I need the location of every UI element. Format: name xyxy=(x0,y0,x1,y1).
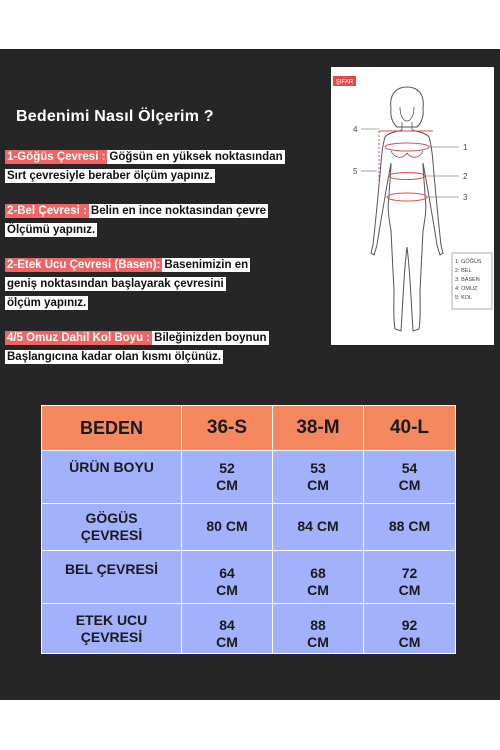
body-measurement-figure xyxy=(331,67,494,345)
row-label-hem: ETEK UCU ÇEVRESİ xyxy=(42,604,182,654)
table-header-row xyxy=(42,406,456,451)
instruction-chest xyxy=(5,148,285,186)
header-size: BEDEN xyxy=(42,406,182,451)
size-chart-table xyxy=(41,405,456,654)
instruction-heading: 2-Bel Çevresi : xyxy=(7,205,87,217)
row-label-product-length: ÜRÜN BOYU xyxy=(42,451,182,504)
instruction-sleeve xyxy=(5,329,269,367)
table-cell: 53 CM xyxy=(273,451,364,504)
table-row xyxy=(42,551,456,604)
legend-item: 3: BASEN xyxy=(455,277,480,283)
table-cell: 84 CM xyxy=(182,604,273,654)
table-cell: 52 CM xyxy=(182,451,273,504)
table-cell: 88 CM xyxy=(364,504,456,551)
instruction-text: Ölçümü yapınız. xyxy=(7,224,96,236)
table-cell: 64 CM xyxy=(182,551,273,604)
table-cell: 72 CM xyxy=(364,551,456,604)
table-cell: 88 CM xyxy=(273,604,364,654)
instruction-waist xyxy=(5,202,268,240)
legend-item: 2: BEL xyxy=(455,268,472,274)
table-cell: 84 CM xyxy=(273,504,364,551)
header-38-m: 38-M xyxy=(273,406,364,451)
instruction-heading: 4/5 Omuz Dahil Kol Boyu : xyxy=(7,332,151,344)
instruction-text: Belin en ince noktasından çevre xyxy=(90,205,267,217)
table-cell: 80 CM xyxy=(182,504,273,551)
table-cell: 68 CM xyxy=(273,551,364,604)
instruction-text: Bileğinizden boynun xyxy=(154,332,267,344)
table-cell: 54 CM xyxy=(364,451,456,504)
marker-4: 4 xyxy=(353,125,358,134)
body-outline-illustration xyxy=(331,67,494,345)
instruction-text: Göğsün en yüksek noktasından xyxy=(109,151,283,163)
row-label-chest: GÖGÜS ÇEVRESİ xyxy=(42,504,182,551)
instruction-hip xyxy=(5,256,250,313)
table-row xyxy=(42,451,456,504)
header-40-l: 40-L xyxy=(364,406,456,451)
instruction-heading: 1-Göğüs Çevresi : xyxy=(7,151,106,163)
hip-line xyxy=(387,193,427,201)
instruction-text: Sırt çevresiyle beraber ölçüm yapınız. xyxy=(7,170,213,182)
marker-2: 2 xyxy=(463,172,468,181)
chest-line xyxy=(385,143,429,151)
legend-item: 4: OMUZ xyxy=(455,286,478,292)
legend-item: 1: GÖĞÜS xyxy=(455,259,482,265)
table-row xyxy=(42,604,456,654)
header-36-s: 36-S xyxy=(182,406,273,451)
instruction-text: ölçüm yapınız. xyxy=(7,297,87,309)
table-row xyxy=(42,504,456,551)
instruction-text: geniş noktasından başlayarak çevresini xyxy=(7,278,224,290)
marker-3: 3 xyxy=(463,193,468,202)
page-title: Bedenimi Nasıl Ölçerim ? xyxy=(16,108,214,125)
instruction-heading: 2-Etek Ucu Çevresi (Basen): xyxy=(7,259,161,271)
instruction-text: Basenimizin en xyxy=(164,259,249,271)
marker-1: 1 xyxy=(463,143,468,152)
row-label-waist: BEL ÇEVRESİ xyxy=(42,551,182,604)
marker-5: 5 xyxy=(353,167,358,176)
legend-item: 5: KOL xyxy=(455,295,473,301)
brand-badge-text: ŞIFAR xyxy=(335,79,354,86)
waist-line xyxy=(389,173,425,180)
instruction-text: Başlangıcına kadar olan kısmı ölçünüz. xyxy=(7,351,222,363)
table-cell: 92 CM xyxy=(364,604,456,654)
